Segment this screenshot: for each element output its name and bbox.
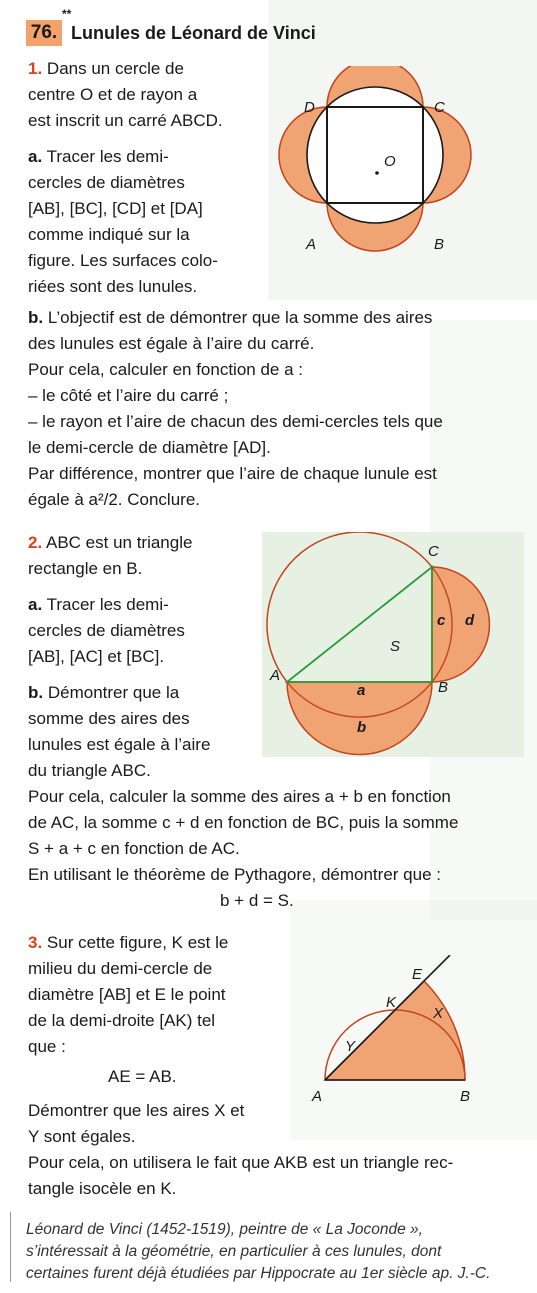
label-b2: B: [438, 679, 449, 696]
part2-b-line-0: [28, 680, 179, 706]
part1-b-2: Pour cela, calculer en fonction de a :: [28, 360, 303, 379]
figure-lunules-triangle: [262, 532, 524, 757]
part2-intro-1: rectangle en B.: [28, 559, 143, 578]
part1-a-2: [AB], [BC], [CD] et [DA]: [28, 199, 203, 218]
part2-a-1: cercles de diamètres: [28, 621, 185, 640]
label-c: C: [434, 99, 445, 116]
footnote-2: certaines furent déjà étudiées par Hippocrate au 1er siècle ap. J.-C.: [26, 1265, 491, 1282]
part2-a-0: Tracer les demi-: [46, 595, 169, 614]
part3-line-0: [28, 930, 228, 956]
part1-b-3: – le côté et l’aire du carré ;: [28, 386, 229, 405]
part3-lines-4: que :: [28, 1037, 66, 1056]
exercise-title: Lunules de Léonard de Vinci: [71, 23, 316, 43]
semicircle-ac: [267, 532, 432, 682]
part1-intro-0: Dans un cercle de: [46, 59, 184, 78]
part2-cont-3: En utilisant le théorème de Pythagore, démontrer que :: [28, 865, 441, 884]
part1-a-label: a.: [28, 147, 43, 166]
label-k: K: [386, 994, 397, 1011]
part3-cont-0: Démontrer que les aires X et: [28, 1101, 245, 1120]
part1-intro-1: centre O et de rayon a: [28, 85, 198, 104]
part1-b-4: – le rayon et l’aire de chacun des demi-cercles tels que: [28, 412, 443, 431]
part3-cont-1: Y sont égales.: [28, 1127, 136, 1146]
part2-a-line-0: [28, 592, 169, 618]
part2-a-label: a.: [28, 595, 43, 614]
part2-cont-1: de AC, la somme c + d en fonction de BC, puis la somme: [28, 813, 459, 832]
figure-lunules-square: [262, 66, 522, 292]
part3-equation: AE = AB.: [108, 1067, 177, 1086]
part1-a-5: riées sont des lunules.: [28, 277, 198, 296]
part1-b-1: des lunules est égale à l’aire du carré.: [28, 334, 315, 353]
part1-b-label: b.: [28, 308, 44, 327]
part2-b-3: du triangle ABC.: [28, 761, 151, 780]
part2-b-2: lunules est égale à l’aire: [28, 735, 211, 754]
part3-lines-2: diamètre [AB] et E le point: [28, 985, 226, 1004]
part1-b-7: égale à a²/2. Conclure.: [28, 490, 200, 509]
part2-number: 2.: [28, 533, 43, 552]
label-y: Y: [345, 1038, 356, 1055]
label-b: B: [434, 236, 445, 253]
part3-cont-2: Pour cela, on utilisera le fait que AKB est un triangle rec-: [28, 1153, 454, 1172]
part1-a-1: cercles de diamètres: [28, 173, 185, 192]
figure-lunules-ake: [290, 955, 525, 1135]
part1-b-0: L’objectif est de démontrer que la somme des aires: [47, 308, 433, 327]
part2-intro-0: ABC est un triangle: [45, 533, 193, 552]
part2-equation: b + d = S.: [220, 891, 294, 910]
part2-b-label: b.: [28, 683, 44, 702]
label-area-b: b: [357, 719, 367, 736]
part1-a-line-0: [28, 144, 169, 170]
difficulty-stars: **: [62, 7, 72, 21]
label-area-c: c: [437, 612, 446, 629]
part2-line-0: [28, 530, 192, 556]
label-area-d: d: [465, 612, 475, 629]
part2-cont-2: S + a + c en fonction de AC.: [28, 839, 240, 858]
part1-line-0: [28, 56, 184, 82]
label-e: E: [412, 966, 423, 983]
part1-b-5: le demi-cercle de diamètre [AD].: [28, 438, 271, 457]
part1-b-6: Par différence, montrer que l’aire de chaque lunule est: [28, 464, 437, 483]
part3-cont-3: tangle isocèle en K.: [28, 1179, 177, 1198]
part1-a-3: comme indiqué sur la: [28, 225, 190, 244]
part3-lines-3: de la demi-droite [AK) tel: [28, 1011, 216, 1030]
label-b3: B: [460, 1088, 471, 1105]
part1-intro-2: est inscrit un carré ABCD.: [28, 111, 223, 130]
label-d: D: [304, 99, 315, 116]
part2-b-1: somme des aires des: [28, 709, 190, 728]
exercise-number-badge: 76.: [26, 20, 62, 46]
label-x: X: [433, 1005, 444, 1022]
part3-number: 3.: [28, 933, 43, 952]
label-o: O: [384, 153, 396, 170]
label-a2: A: [270, 667, 281, 684]
part2-b-0: Démontrer que la: [47, 683, 180, 702]
footnote-bar: [10, 1212, 11, 1282]
part1-number: 1.: [28, 59, 43, 78]
part3-lines-0: Sur cette figure, K est le: [46, 933, 229, 952]
part3-lines-1: milieu du demi-cercle de: [28, 959, 213, 978]
part2-cont-0: Pour cela, calculer la somme des aires a + b en fonction: [28, 787, 451, 806]
part1-b-line-0: [28, 305, 432, 331]
label-area-a: a: [357, 682, 366, 699]
footnote-1: s’intéressait à la géométrie, en particulier à ces lunules, dont: [26, 1243, 442, 1260]
part1-a-0: Tracer les demi-: [46, 147, 169, 166]
part2-a-2: [AB], [AC] et [BC].: [28, 647, 165, 666]
part1-a-4: figure. Les surfaces colo-: [28, 251, 218, 270]
label-a3: A: [312, 1088, 323, 1105]
label-a: A: [306, 236, 317, 253]
footnote-0: Léonard de Vinci (1452-1519), peintre de « La Joconde »,: [26, 1221, 423, 1238]
label-c2: C: [428, 543, 439, 560]
center-point: [375, 171, 379, 175]
label-s: S: [390, 638, 401, 655]
